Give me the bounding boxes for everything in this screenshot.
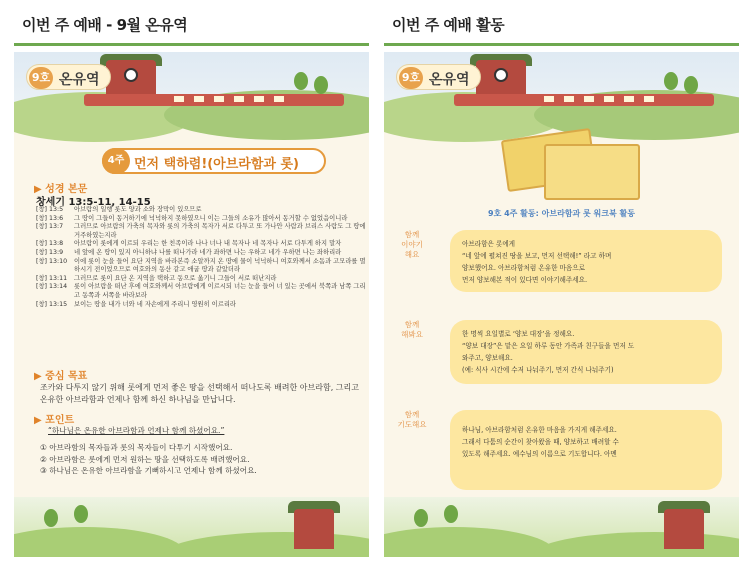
badge-number: 9호	[29, 67, 53, 89]
point-heading: ▶ 포인트	[34, 415, 75, 426]
activity-row-do	[394, 320, 734, 382]
sermon-page	[14, 52, 369, 557]
verse-item: [창] 13:10 이에 롯이 눈을 들어 요단 지역을 바라본즉 소알까지 온 땅에 물이 넉넉하니 여호와께서 소돔과 고모라를 멸하시기 전이었으므로 여호와의 동산 같고 애굽 땅과 같았더라	[36, 257, 366, 274]
tree-icon	[664, 72, 678, 90]
clock-icon	[494, 68, 508, 82]
point-item: ① 아브라함의 목자들과 롯의 목자들이 다투기 시작했어요.	[40, 443, 233, 452]
tree-icon	[314, 76, 328, 94]
right-divider	[384, 43, 739, 46]
goal-heading: ▶ 중심 목표	[34, 371, 88, 382]
verse-item: [창] 13:14 롯이 아브람을 떠난 후에 여호와께서 아브람에게 이르시되 너는 눈을 들어 너 있는 곳에서 북쪽과 남쪽 그리고 동쪽과 서쪽을 바라보라	[36, 283, 366, 299]
activity-row-pray	[394, 410, 734, 472]
verse-item: [창] 13:6 그 땅이 그들이 동거하기에 넉넉하지 못하였으니 이는 그들의 소유가 많아서 동거할 수 없었음이니라	[36, 214, 348, 222]
row-label: 함께 기도해요	[397, 410, 427, 429]
tree-icon	[684, 76, 698, 94]
verse-item: [창] 13:9 네 앞에 온 땅이 있지 아니하냐 나를 떠나가라 네가 좌하면 나는 우하고 네가 우하면 나는 좌하리라	[36, 248, 342, 256]
station-banner	[384, 52, 739, 122]
station-badge	[26, 64, 111, 90]
point-quote: “하나님은 온유한 아브라함과 언제나 함께 하셨어요.”	[48, 426, 225, 435]
workbook-card-image	[544, 144, 640, 200]
do-bubble: 한 명씩 요일별로 ‘양보 대장’을 정해요. “양보 대장”은 맡은 요일 하루 동안 가족과 친구들을 먼저 도 와주고, 양보해요. (예: 식사 시간에 수저 나눠주기, 먼저 간식 나눠주기)	[450, 320, 722, 384]
scripture-heading: ▶ 성경 본문	[34, 184, 88, 195]
row-label: 함께 해봐요	[401, 320, 423, 339]
activity-row-talk	[394, 230, 734, 292]
verse-item: [창] 13:5 아브람의 일행 롯도 양과 소와 장막이 있으므로	[36, 206, 202, 213]
left-section-title: 이번 주 예배 - 9월 온유역	[22, 16, 188, 34]
activity-caption: 9호 4주 활동: 아브라함과 롯 워크북 활동	[488, 209, 635, 218]
badge-name: 온유역	[59, 72, 100, 88]
topic-banner	[102, 148, 326, 174]
right-section-title: 이번 주 예배 활동	[392, 16, 505, 34]
verse-item: [창] 13:7 그러므로 아브람의 가축의 목자와 롯의 가축의 목자가 서로 다투고 또 가나안 사람과 브리스 사람도 그 땅에 거주하였는지라	[36, 223, 366, 239]
goal-text: 조카와 다투지 않기 위해 롯에게 먼저 좋은 땅을 선택해서 떠나도록 배려한 아브라함, 그리고 온유한 아브라함과 언제나 함께 하신 하나님을 만납니다.	[40, 383, 359, 404]
badge-name: 온유역	[429, 72, 470, 88]
left-divider	[14, 43, 369, 46]
verse-item: [창] 13:15 보이는 땅을 내가 너와 네 자손에게 주리니 영원히 이르리라	[36, 300, 236, 308]
badge-number: 9호	[399, 67, 423, 89]
topic-title: 먼저 택하렴!(아브라함과 롯)	[134, 157, 300, 172]
activity-page	[384, 52, 739, 557]
point-list	[40, 442, 360, 477]
point-item: ③ 하나님은 온유한 아브라함을 기뻐하시고 언제나 함께 하셨어요.	[40, 466, 257, 475]
bottom-illustration	[14, 497, 369, 557]
scripture-reference: 창세기 13:5-11, 14-15	[36, 197, 151, 208]
topic-week: 4주	[102, 148, 130, 174]
talk-bubble: 아브라함은 롯에게 “네 앞에 펼쳐진 땅을 보고, 먼저 선택해!” 라고 하며 양보했어요. 아브라함처럼 온유한 마음으로 먼저 양보해본 적이 있다면 이야기해주세요.	[450, 230, 722, 292]
bottom-illustration	[384, 497, 739, 557]
clock-icon	[124, 68, 138, 82]
pray-bubble: 하나님, 아브라함처럼 온유한 마음을 가지게 해주세요. 그래서 다툼의 순간이 찾아왔을 때, 양보하고 배려할 수 있도록 해주세요. 예수님의 이름으로 기도합니다. 아멘	[450, 410, 722, 490]
station-badge	[396, 64, 481, 90]
verse-item: [창] 13:8 아브람이 롯에게 이르되 우리는 한 친족이라 나나 너나 내 목자나 네 목자나 서로 다투게 하지 말자	[36, 240, 342, 248]
verse-list	[36, 206, 366, 309]
verse-item: [창] 13:11 그러므로 롯이 요단 온 지역을 택하고 동으로 옮기니 그들이 서로 떠난지라	[36, 274, 277, 282]
station-banner	[14, 52, 369, 122]
row-label: 함께 이야기 해요	[401, 230, 423, 259]
tree-icon	[294, 72, 308, 90]
point-item: ② 아브라함은 롯에게 먼저 원하는 땅을 선택하도록 배려했어요.	[40, 454, 250, 464]
